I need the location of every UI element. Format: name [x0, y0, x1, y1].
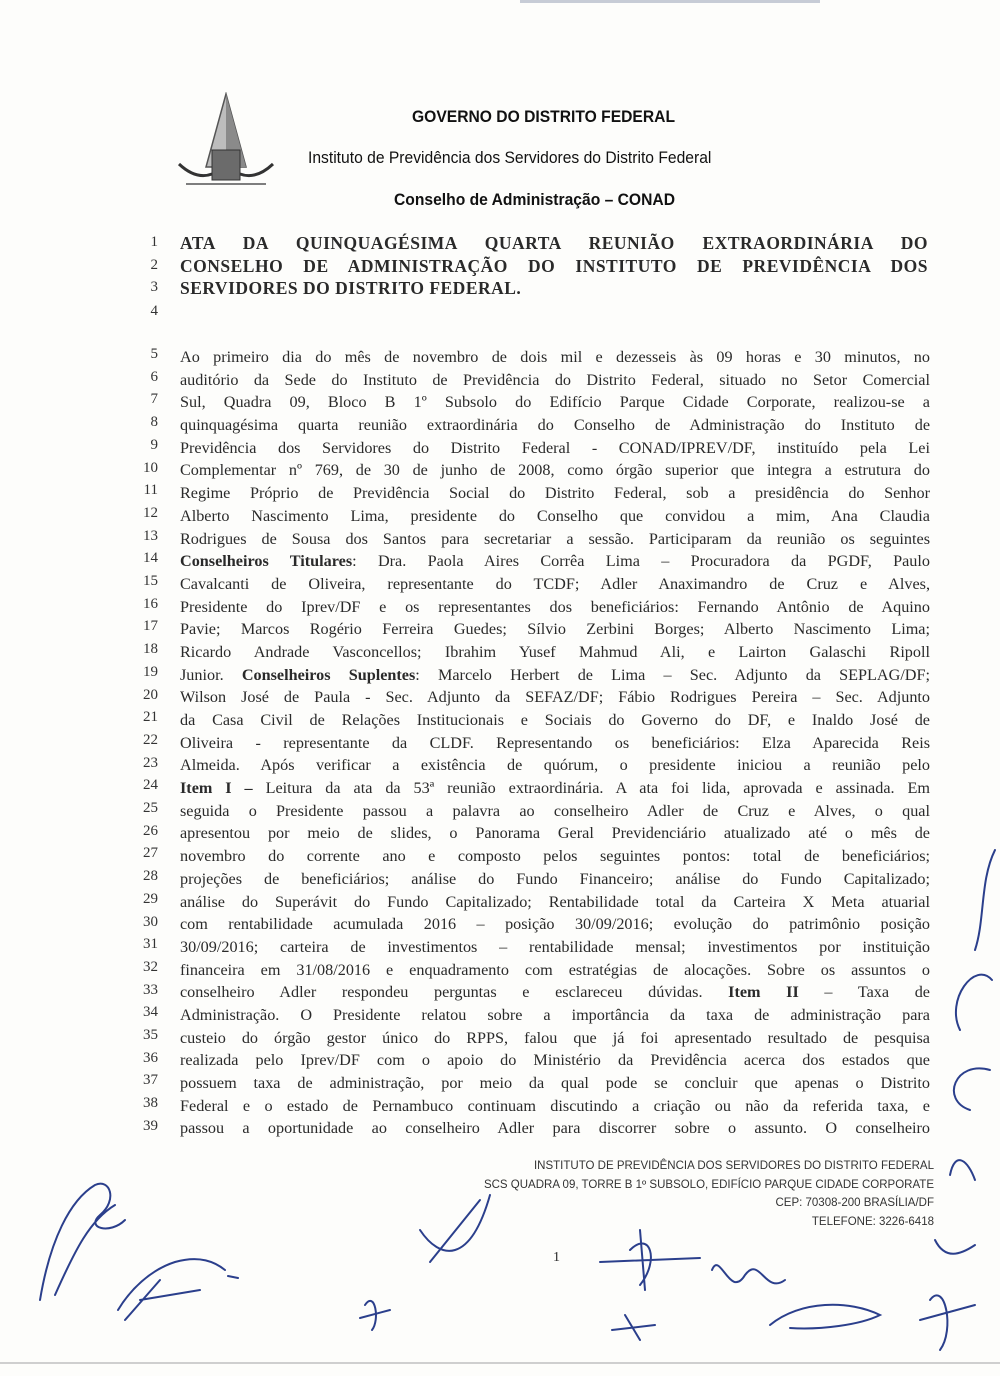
minutes-line: [180, 550, 930, 573]
minutes-line: [180, 822, 930, 845]
minutes-line: [180, 777, 930, 800]
text-segment: Regime Próprio de Previdência Social do Distrito Federal, sob a presidência do Senhor: [180, 484, 930, 503]
text-segment: Oliveira - representante da CLDF. Representando os beneficiários: Elza Aparecida Reis: [180, 733, 930, 752]
minutes-line: [180, 618, 930, 641]
footer-street: SCS QUADRA 09, TORRE B 1º SUBSOLO, EDIFÍCIO PARQUE CIDADE CORPORATE: [483, 1178, 934, 1191]
text-segment: custeio do órgão gestor único do RPPS, falou que já foi apresentado resultado de pesquisa: [180, 1028, 930, 1047]
line-number: 23: [143, 754, 158, 771]
line-number: 5: [150, 346, 158, 362]
minutes-line: [180, 981, 930, 1004]
text-segment: Cavalcanti de Oliveira, representante do TCDF; Adler Anaximandro de Cruz e Alves,: [180, 574, 930, 593]
line-number: 10: [143, 459, 158, 476]
minutes-line-text: [180, 688, 930, 706]
minutes-line: [180, 686, 930, 709]
text-segment: apresentou por meio de slides, o Panorama Geral Previdenciário atualizado até o mês de: [180, 824, 930, 843]
line-number: 34: [143, 1004, 158, 1021]
bold-label: Item II: [728, 983, 799, 1002]
minutes-line-text: [180, 938, 930, 956]
scan-edge-line: [520, 0, 820, 3]
text-segment: quinquagésima quarta reunião extraordinária do Conselho de Administração do Instituto de: [180, 416, 930, 435]
minutes-line-text: [180, 847, 930, 865]
line-number: 32: [143, 958, 158, 975]
line-number: 20: [143, 686, 158, 703]
minutes-line-text: [180, 961, 930, 979]
minutes-line-text: [180, 779, 930, 797]
footer-phone: TELEFONE: 3226-6418: [811, 1215, 934, 1228]
line-number: 27: [143, 845, 158, 862]
minutes-line: [180, 1117, 930, 1140]
text-segment: Presidente do Iprev/DF e os representantes dos beneficiários: Fernando Antônio de Aquino: [180, 597, 930, 616]
line-number: 1: [150, 234, 158, 250]
line-number: 26: [143, 822, 158, 839]
text-segment: projeções de beneficiários; análise do Fundo Financeiro; análise do Fundo Capitalizado;: [180, 869, 930, 888]
text-segment: possuem taxa de administração, por meio da qual pode se concluir que apenas o Distrito: [180, 1074, 930, 1092]
title-line: ATA DA QUINQUAGÉSIMA QUARTA REUNIÃO EXTRAORDINÁRIA DO: [180, 233, 928, 253]
line-number: 12: [143, 504, 158, 521]
minutes-line-text: [180, 552, 930, 570]
text-segment: Wilson José de Paula - Sec. Adjunto da SEFAZ/DF; Fábio Rodrigues Pereira – Sec. Adjunto: [180, 688, 930, 707]
text-segment: 30/09/2016; carteira de investimentos – rentabilidade mensal; investimentos por instituição: [180, 937, 930, 956]
line-number: 15: [143, 573, 158, 589]
minutes-line: [180, 596, 930, 619]
line-number: 24: [143, 777, 158, 794]
line-number: 18: [143, 641, 158, 658]
minutes-line: [180, 459, 930, 482]
footer-cep: CEP: 70308-200 BRASÍLIA/DF: [775, 1197, 934, 1209]
minutes-line: [180, 845, 930, 868]
minutes-line: [180, 1004, 930, 1027]
header-council: Conselho de Administração – CONAD: [394, 190, 675, 209]
line-number: 35: [143, 1027, 158, 1043]
header-institute: Instituto de Previdência dos Servidores do Distrito Federal: [308, 148, 712, 167]
minutes-line-text: [180, 393, 930, 411]
text-segment: realizada pelo Iprev/DF com o apoio do Ministério da Previdência acerca dos estados que: [180, 1051, 930, 1070]
text-segment: novembro do corrente ano e composto pelos seguintes pontos: total de beneficiários;: [180, 847, 930, 866]
minutes-line-text: [180, 1097, 930, 1115]
line-number: 36: [143, 1049, 158, 1066]
minutes-line-text: [180, 734, 930, 752]
text-segment: da Casa Civil de Relações Institucionais e Sociais do Governo do DF, e Inaldo José de: [180, 711, 930, 729]
text-segment: – Taxa de: [798, 983, 930, 1002]
minutes-line-text: [180, 484, 930, 502]
line-number: 28: [143, 868, 158, 885]
line-number: 3: [150, 279, 158, 295]
gdf-logo-icon: [176, 92, 276, 202]
minutes-line: [180, 437, 930, 460]
line-number: 30: [143, 913, 158, 930]
text-segment: análise do Superávit do Fundo Capitalizado; Rentabilidade total da Carteira X Meta atuarial: [180, 892, 930, 911]
minutes-line: [180, 754, 930, 777]
minutes-line-text: [180, 598, 930, 616]
text-segment: Leitura da ata da 53ª reunião extraordinária. A ata foi lida, aprovada e assinada. Em: [252, 779, 930, 798]
header-government: GOVERNO DO DISTRITO FEDERAL: [412, 107, 676, 126]
minutes-line: [180, 1072, 930, 1095]
text-segment: passou a oportunidade ao conselheiro Adler para discorrer sobre o assunto. O conselheiro: [180, 1119, 930, 1138]
minutes-line-text: [180, 802, 930, 820]
minutes-line-text: [180, 530, 930, 548]
title-line: CONSELHO DE ADMINISTRAÇÃO DO INSTITUTO DE PREVIDÊNCIA DOS: [180, 255, 928, 276]
text-segment: conselheiro Adler respondeu perguntas e esclareceu dúvidas.: [180, 983, 729, 1002]
line-number: 38: [143, 1095, 158, 1112]
text-segment: Previdência dos Servidores do Distrito Federal - CONAD/IPREV/DF, instituído pela Lei: [180, 438, 930, 457]
minutes-line-text: [180, 666, 930, 684]
text-segment: Ricardo Andrade Vasconcellos; Ibrahim Yusef Mahmud Ali, e Lairton Galaschi Ripoll: [180, 642, 930, 661]
minutes-line: [180, 709, 930, 732]
minutes-line: [180, 573, 930, 596]
minutes-line-text: [180, 643, 930, 661]
bold-label: Item I –: [180, 779, 253, 798]
text-segment: com rentabilidade acumulada 2016 – posição 30/09/2016; evolução do patrimônio posição: [180, 915, 930, 934]
line-number: 29: [143, 890, 158, 907]
line-number: 6: [150, 368, 158, 385]
minutes-line-text: [180, 620, 930, 638]
line-number: 13: [143, 527, 158, 544]
line-number: 17: [143, 618, 158, 635]
line-number: 31: [143, 936, 158, 953]
minutes-line-text: [180, 711, 930, 729]
text-segment: Rodrigues de Sousa dos Santos para secretariar a sessão. Participaram da reunião os seguintes: [180, 529, 930, 548]
document-title: [180, 232, 928, 300]
minutes-line: [180, 1049, 930, 1072]
minutes-line-text: [180, 983, 930, 1001]
line-number: 16: [143, 595, 158, 612]
footer-address: [484, 1157, 934, 1231]
minutes-line-text: [180, 1074, 930, 1092]
line-number: 22: [143, 731, 158, 748]
line-number: 11: [143, 482, 158, 499]
scan-bottom-edge: [0, 1362, 1000, 1364]
text-segment: auditório da Sede do Instituto de Previdência do Distrito Federal, situado no Setor Comercial: [180, 370, 930, 389]
minutes-line-text: [180, 870, 930, 888]
text-segment: Complementar nº 769, de 30 de junho de 2008, como órgão superior que integra a estrutura do: [180, 461, 930, 480]
minutes-line-text: [180, 1119, 930, 1137]
minutes-line-text: [180, 439, 930, 457]
minutes-line-text: [180, 348, 930, 366]
minutes-line: [180, 369, 930, 392]
minutes-line: [180, 913, 930, 936]
text-segment: : Dra. Paola Aires Corrêa Lima – Procuradora da PGDF, Paulo: [352, 552, 930, 571]
minutes-line: [180, 346, 930, 369]
text-segment: Alberto Nascimento Lima, presidente do Conselho que convidou a mim, Ana Claudia: [180, 506, 930, 525]
line-number: 9: [150, 436, 158, 453]
minutes-line: [180, 959, 930, 982]
minutes-line: [180, 482, 930, 505]
bold-label: Conselheiros Titulares: [180, 552, 353, 571]
line-number: 25: [143, 800, 158, 816]
minutes-line-text: [180, 575, 930, 593]
line-number: 8: [150, 414, 158, 431]
text-segment: Sul, Quadra 09, Bloco B 1º Subsolo do Edifício Parque Cidade Corporate, realizou-se a: [180, 393, 930, 412]
title-line: SERVIDORES DO DISTRITO FEDERAL.: [180, 278, 522, 298]
text-segment: financeira em 31/08/2016 e enquadramento com estratégias de alocações. Sobre os assuntos o: [180, 960, 930, 979]
minutes-line: [180, 641, 930, 664]
minutes-line: [180, 936, 930, 959]
text-segment: seguida o Presidente passou a palavra ao conselheiro Adler de Cruz e Alves, o qual: [180, 801, 930, 820]
minutes-line: [180, 528, 930, 551]
minutes-line-text: [180, 915, 930, 933]
line-number: 7: [150, 391, 158, 408]
minutes-body: [180, 346, 930, 1140]
line-number: 2: [150, 256, 158, 273]
text-segment: Junior.: [180, 665, 242, 684]
line-number: 21: [143, 709, 158, 726]
text-segment: Pavie; Marcos Rogério Ferreira Guedes; Sílvio Zerbini Borges; Alberto Nascimento Lima;: [180, 620, 930, 639]
minutes-line-text: [180, 824, 930, 842]
minutes-line: [180, 414, 930, 437]
minutes-line: [180, 505, 930, 528]
minutes-line-text: [180, 507, 930, 525]
text-segment: Federal e o estado de Pernambuco continuam discutindo a criação ou não da referida taxa, e: [180, 1096, 930, 1115]
minutes-line: [180, 391, 930, 414]
line-number: 37: [143, 1072, 158, 1089]
minutes-line-text: [180, 893, 930, 911]
minutes-line-text: [180, 416, 930, 434]
bold-label: Conselheiros Suplentes: [241, 665, 416, 684]
text-segment: Administração. O Presidente relatou sobre a importância da taxa de administração para: [180, 1005, 930, 1024]
footer-institute: INSTITUTO DE PREVIDÊNCIA DOS SERVIDORES DO DISTRITO FEDERAL: [533, 1160, 934, 1172]
minutes-line: [180, 891, 930, 914]
minutes-line-text: [180, 371, 930, 389]
minutes-line-text: [180, 756, 930, 774]
line-number: 19: [143, 663, 158, 680]
text-segment: : Marcelo Herbert de Lima – Sec. Adjunto da SEPLAG/DF;: [415, 665, 930, 684]
line-number: 4: [150, 303, 158, 319]
page-number: 1: [553, 1250, 560, 1265]
line-number: 39: [143, 1117, 158, 1134]
line-number: 14: [143, 550, 158, 567]
line-number: 33: [143, 981, 158, 998]
text-segment: Almeida. Após verificar a existência de quórum, o presidente iniciou a reunião pelo: [180, 756, 930, 775]
text-segment: Ao primeiro dia do mês de novembro de dois mil e dezesseis às 09 horas e 30 minutos, no: [180, 348, 930, 366]
minutes-line: [180, 868, 930, 891]
minutes-line: [180, 664, 930, 687]
minutes-line-text: [180, 1006, 930, 1024]
minutes-line: [180, 732, 930, 755]
minutes-line: [180, 800, 930, 823]
minutes-line-text: [180, 1029, 930, 1047]
minutes-line-text: [180, 1051, 930, 1069]
minutes-line: [180, 1027, 930, 1050]
minutes-line: [180, 1095, 930, 1118]
minutes-line-text: [180, 461, 930, 479]
